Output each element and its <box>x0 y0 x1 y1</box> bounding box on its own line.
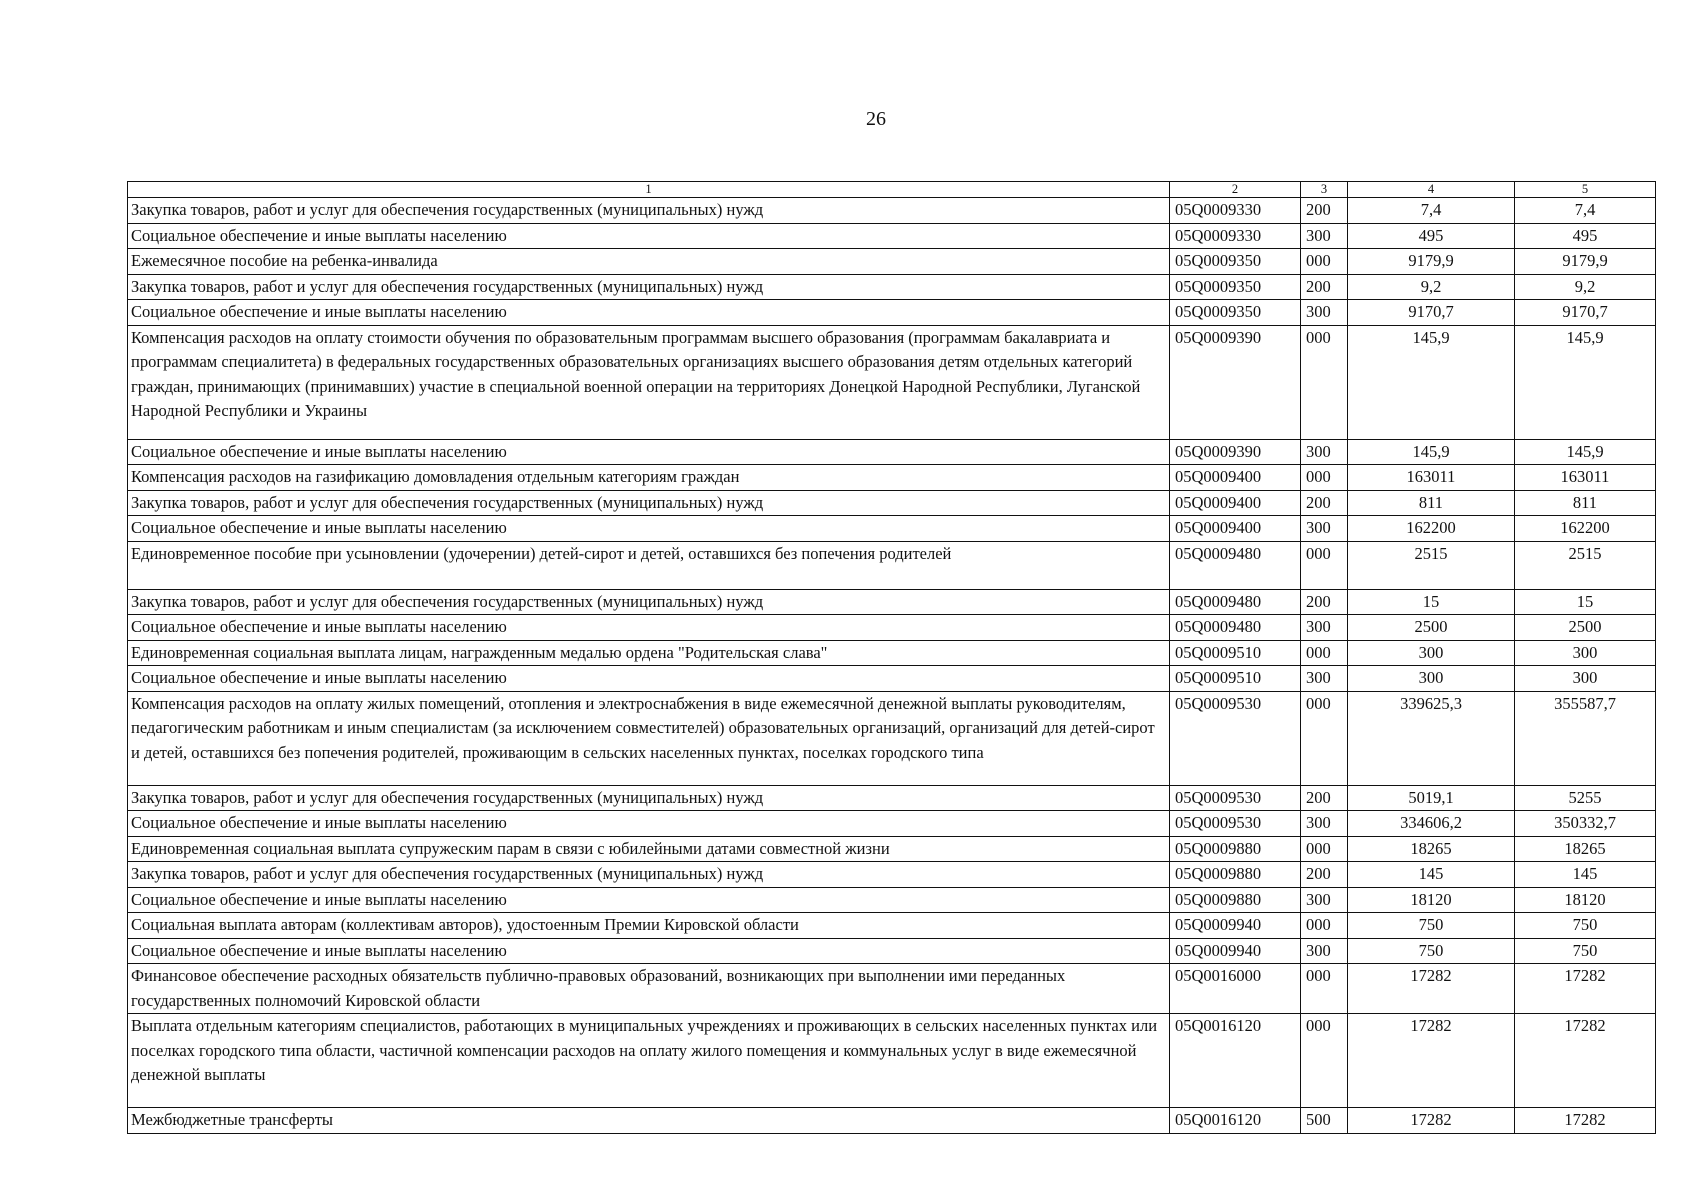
row-code: 05Q0009400 <box>1170 490 1301 516</box>
row-value-2: 162200 <box>1515 516 1656 542</box>
row-code: 05Q0009530 <box>1170 785 1301 811</box>
row-name: Компенсация расходов на газификацию домовладения отдельным категориям граждан <box>128 465 1170 491</box>
row-name: Закупка товаров, работ и услуг для обеспечения государственных (муниципальных) нужд <box>128 198 1170 224</box>
row-code: 05Q0009880 <box>1170 836 1301 862</box>
row-code: 05Q0009350 <box>1170 249 1301 275</box>
row-value-1: 145,9 <box>1348 325 1515 439</box>
table-row <box>128 811 1656 837</box>
row-name: Ежемесячное пособие на ребенка-инвалида <box>128 249 1170 275</box>
row-name: Закупка товаров, работ и услуг для обеспечения государственных (муниципальных) нужд <box>128 589 1170 615</box>
row-value-1: 339625,3 <box>1348 691 1515 785</box>
header-row <box>128 182 1656 198</box>
row-name: Межбюджетные трансферты <box>128 1108 1170 1134</box>
row-value-2: 300 <box>1515 666 1656 692</box>
table-row <box>128 862 1656 888</box>
row-type: 200 <box>1301 198 1348 224</box>
row-value-2: 5255 <box>1515 785 1656 811</box>
row-code: 05Q0009480 <box>1170 589 1301 615</box>
row-value-2: 17282 <box>1515 1014 1656 1108</box>
row-name: Закупка товаров, работ и услуг для обеспечения государственных (муниципальных) нужд <box>128 274 1170 300</box>
row-code: 05Q0016000 <box>1170 964 1301 1014</box>
table-row <box>128 439 1656 465</box>
table-row <box>128 836 1656 862</box>
table-row <box>128 785 1656 811</box>
row-value-1: 9179,9 <box>1348 249 1515 275</box>
row-value-2: 9170,7 <box>1515 300 1656 326</box>
row-value-1: 2515 <box>1348 541 1515 589</box>
row-value-2: 750 <box>1515 913 1656 939</box>
row-name: Социальная выплата авторам (коллективам авторов), удостоенным Премии Кировской области <box>128 913 1170 939</box>
row-type: 300 <box>1301 300 1348 326</box>
page-number: 26 <box>866 108 886 130</box>
table-body <box>128 182 1656 1134</box>
row-name: Социальное обеспечение и иные выплаты населению <box>128 223 1170 249</box>
header-col-4: 4 <box>1348 182 1515 198</box>
row-type: 200 <box>1301 589 1348 615</box>
budget-table <box>127 181 1656 1134</box>
row-value-1: 18265 <box>1348 836 1515 862</box>
row-value-1: 15 <box>1348 589 1515 615</box>
row-name: Компенсация расходов на оплату стоимости обучения по образовательным программам высшего образования (программам бакалавриата и программам специалитета) в федеральных государственных образовательных организациях высшего образования детям отдельных категорий граждан, принимающих (принимавших) участие в специальной военной операции на территориях Донецкой Народной Республики, Луганской Народной Республики и Украины <box>128 325 1170 439</box>
row-type: 300 <box>1301 666 1348 692</box>
row-value-2: 17282 <box>1515 964 1656 1014</box>
row-name: Социальное обеспечение и иные выплаты населению <box>128 516 1170 542</box>
row-code: 05Q0009390 <box>1170 325 1301 439</box>
row-name: Социальное обеспечение и иные выплаты населению <box>128 300 1170 326</box>
row-code: 05Q0009400 <box>1170 516 1301 542</box>
row-value-2: 300 <box>1515 640 1656 666</box>
row-value-2: 7,4 <box>1515 198 1656 224</box>
table-row <box>128 325 1656 439</box>
row-value-1: 17282 <box>1348 1014 1515 1108</box>
row-type: 300 <box>1301 223 1348 249</box>
row-type: 000 <box>1301 325 1348 439</box>
row-value-2: 17282 <box>1515 1108 1656 1134</box>
row-type: 000 <box>1301 691 1348 785</box>
row-name: Социальное обеспечение и иные выплаты населению <box>128 666 1170 692</box>
row-value-2: 145 <box>1515 862 1656 888</box>
row-type: 000 <box>1301 465 1348 491</box>
row-value-1: 5019,1 <box>1348 785 1515 811</box>
row-type: 300 <box>1301 439 1348 465</box>
row-type: 000 <box>1301 249 1348 275</box>
row-value-2: 145,9 <box>1515 325 1656 439</box>
row-value-2: 18120 <box>1515 887 1656 913</box>
row-type: 300 <box>1301 516 1348 542</box>
row-code: 05Q0009330 <box>1170 198 1301 224</box>
row-value-2: 811 <box>1515 490 1656 516</box>
row-type: 200 <box>1301 785 1348 811</box>
row-value-2: 9,2 <box>1515 274 1656 300</box>
row-value-2: 145,9 <box>1515 439 1656 465</box>
table-row <box>128 198 1656 224</box>
row-code: 05Q0009940 <box>1170 913 1301 939</box>
row-value-1: 17282 <box>1348 1108 1515 1134</box>
row-value-2: 18265 <box>1515 836 1656 862</box>
row-value-2: 350332,7 <box>1515 811 1656 837</box>
row-type: 300 <box>1301 887 1348 913</box>
table-row <box>128 490 1656 516</box>
row-code: 05Q0009480 <box>1170 615 1301 641</box>
row-value-1: 811 <box>1348 490 1515 516</box>
row-code: 05Q0009390 <box>1170 439 1301 465</box>
row-value-1: 7,4 <box>1348 198 1515 224</box>
table-row <box>128 1108 1656 1134</box>
table-row <box>128 887 1656 913</box>
row-value-1: 9,2 <box>1348 274 1515 300</box>
row-name: Социальное обеспечение и иные выплаты населению <box>128 887 1170 913</box>
row-code: 05Q0009530 <box>1170 691 1301 785</box>
row-value-1: 17282 <box>1348 964 1515 1014</box>
row-value-1: 334606,2 <box>1348 811 1515 837</box>
row-value-1: 18120 <box>1348 887 1515 913</box>
row-type: 000 <box>1301 541 1348 589</box>
row-name: Единовременная социальная выплата лицам, награжденным медалью ордена "Родительская слава" <box>128 640 1170 666</box>
row-value-1: 145,9 <box>1348 439 1515 465</box>
row-name: Выплата отдельным категориям специалистов, работающих в муниципальных учреждениях и проживающих в сельских населенных пунктах или поселках городского типа области, частичной компенсации расходов на оплату жилого помещения и коммунальных услуг в виде ежемесячной денежной выплаты <box>128 1014 1170 1108</box>
row-type: 300 <box>1301 938 1348 964</box>
header-col-2: 2 <box>1170 182 1301 198</box>
row-type: 300 <box>1301 811 1348 837</box>
row-code: 05Q0016120 <box>1170 1108 1301 1134</box>
table-row <box>128 913 1656 939</box>
row-value-1: 495 <box>1348 223 1515 249</box>
row-name: Финансовое обеспечение расходных обязательств публично-правовых образований, возникающих при выполнении ими переданных государственных полномочий Кировской области <box>128 964 1170 1014</box>
row-name: Компенсация расходов на оплату жилых помещений, отопления и электроснабжения в виде ежемесячной денежной выплаты руководителям, педагогическим работникам и иным специалистам (за исключением совместителей) образовательных организаций, организаций для детей-сирот и детей, оставшихся без попечения родителей, проживающим в сельских населенных пунктах, поселках городского типа <box>128 691 1170 785</box>
row-type: 000 <box>1301 836 1348 862</box>
row-code: 05Q0009940 <box>1170 938 1301 964</box>
row-code: 05Q0009350 <box>1170 274 1301 300</box>
row-name: Социальное обеспечение и иные выплаты населению <box>128 615 1170 641</box>
row-name: Закупка товаров, работ и услуг для обеспечения государственных (муниципальных) нужд <box>128 785 1170 811</box>
row-value-2: 9179,9 <box>1515 249 1656 275</box>
table-row <box>128 249 1656 275</box>
row-code: 05Q0009880 <box>1170 887 1301 913</box>
table-row <box>128 1014 1656 1108</box>
table-row <box>128 666 1656 692</box>
row-value-2: 163011 <box>1515 465 1656 491</box>
row-name: Социальное обеспечение и иные выплаты населению <box>128 439 1170 465</box>
row-code: 05Q0009480 <box>1170 541 1301 589</box>
row-name: Закупка товаров, работ и услуг для обеспечения государственных (муниципальных) нужд <box>128 862 1170 888</box>
table-row <box>128 541 1656 589</box>
row-code: 05Q0009510 <box>1170 666 1301 692</box>
table-row <box>128 223 1656 249</box>
row-value-1: 750 <box>1348 938 1515 964</box>
row-value-1: 2500 <box>1348 615 1515 641</box>
row-code: 05Q0009530 <box>1170 811 1301 837</box>
row-value-1: 162200 <box>1348 516 1515 542</box>
row-value-2: 495 <box>1515 223 1656 249</box>
table-row <box>128 640 1656 666</box>
table-row <box>128 938 1656 964</box>
row-value-2: 2515 <box>1515 541 1656 589</box>
row-code: 05Q0009510 <box>1170 640 1301 666</box>
row-name: Социальное обеспечение и иные выплаты населению <box>128 938 1170 964</box>
row-code: 05Q0009400 <box>1170 465 1301 491</box>
header-col-5: 5 <box>1515 182 1656 198</box>
row-code: 05Q0009880 <box>1170 862 1301 888</box>
row-value-1: 145 <box>1348 862 1515 888</box>
row-value-2: 750 <box>1515 938 1656 964</box>
table-row <box>128 589 1656 615</box>
row-code: 05Q0009330 <box>1170 223 1301 249</box>
row-type: 000 <box>1301 964 1348 1014</box>
row-type: 200 <box>1301 862 1348 888</box>
table-row <box>128 274 1656 300</box>
row-value-1: 9170,7 <box>1348 300 1515 326</box>
table-row <box>128 465 1656 491</box>
row-name: Единовременное пособие при усыновлении (удочерении) детей-сирот и детей, оставшихся без попечения родителей <box>128 541 1170 589</box>
table-row <box>128 300 1656 326</box>
row-value-1: 300 <box>1348 666 1515 692</box>
row-type: 300 <box>1301 615 1348 641</box>
header-col-1: 1 <box>128 182 1170 198</box>
row-value-2: 2500 <box>1515 615 1656 641</box>
row-value-1: 750 <box>1348 913 1515 939</box>
row-type: 500 <box>1301 1108 1348 1134</box>
row-value-2: 355587,7 <box>1515 691 1656 785</box>
table-row <box>128 516 1656 542</box>
table-row <box>128 615 1656 641</box>
row-value-1: 300 <box>1348 640 1515 666</box>
row-type: 200 <box>1301 490 1348 516</box>
row-name: Единовременная социальная выплата супружеским парам в связи с юбилейными датами совместной жизни <box>128 836 1170 862</box>
row-name: Закупка товаров, работ и услуг для обеспечения государственных (муниципальных) нужд <box>128 490 1170 516</box>
row-type: 200 <box>1301 274 1348 300</box>
row-type: 000 <box>1301 913 1348 939</box>
header-col-3: 3 <box>1301 182 1348 198</box>
table-row <box>128 691 1656 785</box>
row-code: 05Q0016120 <box>1170 1014 1301 1108</box>
row-value-1: 163011 <box>1348 465 1515 491</box>
row-value-2: 15 <box>1515 589 1656 615</box>
row-type: 000 <box>1301 640 1348 666</box>
row-type: 000 <box>1301 1014 1348 1108</box>
table-row <box>128 964 1656 1014</box>
row-name: Социальное обеспечение и иные выплаты населению <box>128 811 1170 837</box>
row-code: 05Q0009350 <box>1170 300 1301 326</box>
